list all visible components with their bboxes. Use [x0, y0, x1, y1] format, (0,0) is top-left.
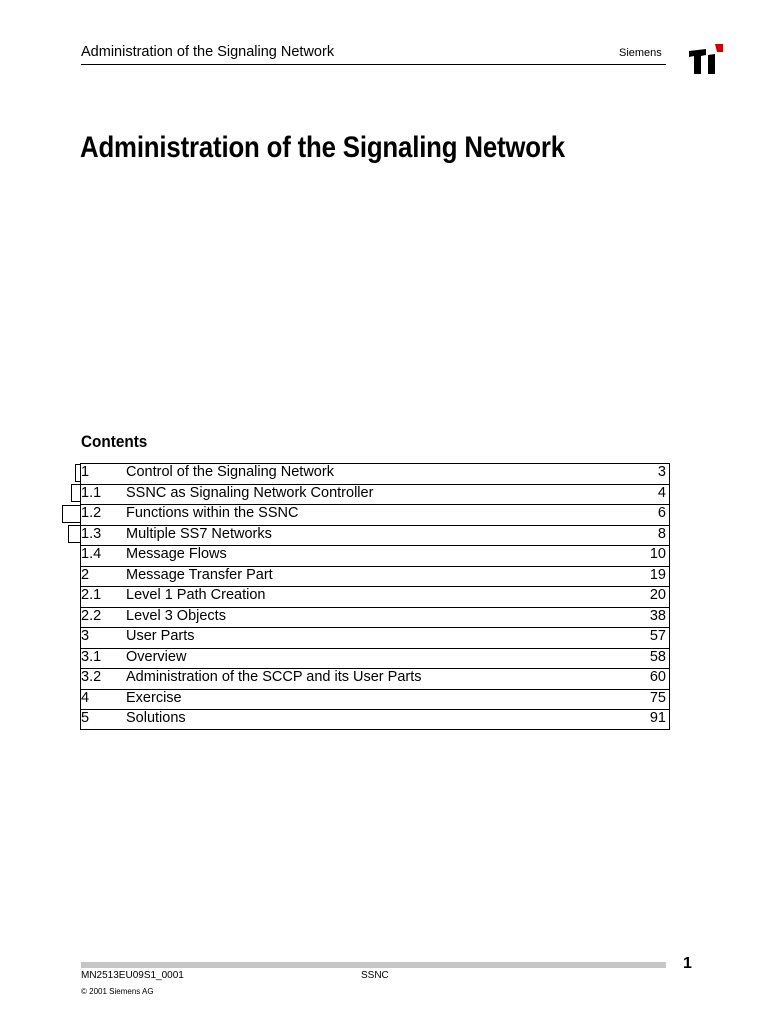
toc-page: 57	[649, 628, 666, 644]
toc-label: SSNC as Signaling Network Controller	[126, 484, 374, 501]
toc-label: Administration of the SCCP and its User Parts	[126, 669, 422, 685]
toc-entry[interactable]	[80, 607, 670, 628]
toc-number: 1.4	[81, 546, 102, 562]
toc-number: 3.1	[81, 648, 102, 665]
toc-entry[interactable]	[80, 627, 670, 648]
header-divider	[81, 64, 666, 65]
toc-label: Message Transfer Part	[126, 566, 273, 583]
toc-label: User Parts	[126, 628, 195, 644]
document-title: Administration of the Signaling Network	[80, 131, 565, 164]
toc-page: 58	[649, 648, 666, 665]
toc-label: Functions within the SSNC	[126, 505, 299, 521]
toc-page: 3	[657, 464, 666, 480]
toc-entry[interactable]	[80, 586, 670, 607]
toc-label: Level 3 Objects	[126, 607, 226, 624]
toc-number: 4	[81, 689, 90, 706]
toc-number: 2.2	[81, 607, 102, 624]
toc-label: Overview	[126, 648, 187, 665]
toc-entry[interactable]	[80, 566, 670, 587]
ti-logo-icon	[689, 44, 723, 74]
toc-number: 3	[81, 628, 90, 644]
toc-entry[interactable]	[80, 484, 670, 505]
toc-number: 1.3	[81, 525, 102, 542]
footer-copyright: © 2001 Siemens AG	[81, 987, 154, 996]
footer-product: SSNC	[361, 970, 389, 981]
toc-page: 75	[649, 689, 666, 706]
toc-page: 4	[657, 484, 666, 501]
header-title: Administration of the Signaling Network	[81, 44, 335, 60]
toc-entry[interactable]	[80, 504, 670, 525]
contents-heading: Contents	[81, 432, 148, 451]
toc-number: 2.1	[81, 587, 102, 603]
toc-label: Multiple SS7 Networks	[126, 525, 272, 542]
table-of-contents	[80, 463, 670, 730]
toc-page: 10	[649, 546, 666, 562]
toc-entry[interactable]	[80, 525, 670, 546]
toc-label: Solutions	[126, 710, 186, 726]
toc-page: 19	[649, 566, 666, 583]
toc-marker	[71, 484, 80, 502]
toc-number: 2	[81, 566, 90, 583]
header-company: Siemens	[619, 47, 662, 59]
toc-number: 1	[81, 464, 90, 480]
toc-number: 1.1	[81, 484, 102, 501]
toc-entry[interactable]	[80, 545, 670, 566]
toc-marker	[68, 525, 80, 543]
toc-entry[interactable]	[80, 463, 670, 484]
toc-entry[interactable]	[80, 689, 670, 710]
toc-page: 91	[649, 710, 666, 726]
toc-page: 8	[657, 525, 666, 542]
toc-label: Exercise	[126, 689, 182, 706]
toc-entry[interactable]	[80, 648, 670, 669]
toc-number: 5	[81, 710, 90, 726]
toc-page: 60	[649, 669, 666, 685]
footer-document-code: MN2513EU09S1_0001	[81, 970, 184, 981]
toc-label: Message Flows	[126, 546, 227, 562]
toc-label: Control of the Signaling Network	[126, 464, 334, 480]
toc-page: 38	[649, 607, 666, 624]
toc-page: 6	[657, 505, 666, 521]
toc-number: 1.2	[81, 505, 102, 521]
toc-page: 20	[649, 587, 666, 603]
toc-marker	[62, 505, 80, 523]
toc-number: 3.2	[81, 669, 102, 685]
toc-entry[interactable]	[80, 709, 670, 730]
toc-entry[interactable]	[80, 668, 670, 689]
page-number: 1	[683, 955, 692, 972]
toc-label: Level 1 Path Creation	[126, 587, 266, 603]
footer-bar	[81, 962, 666, 968]
